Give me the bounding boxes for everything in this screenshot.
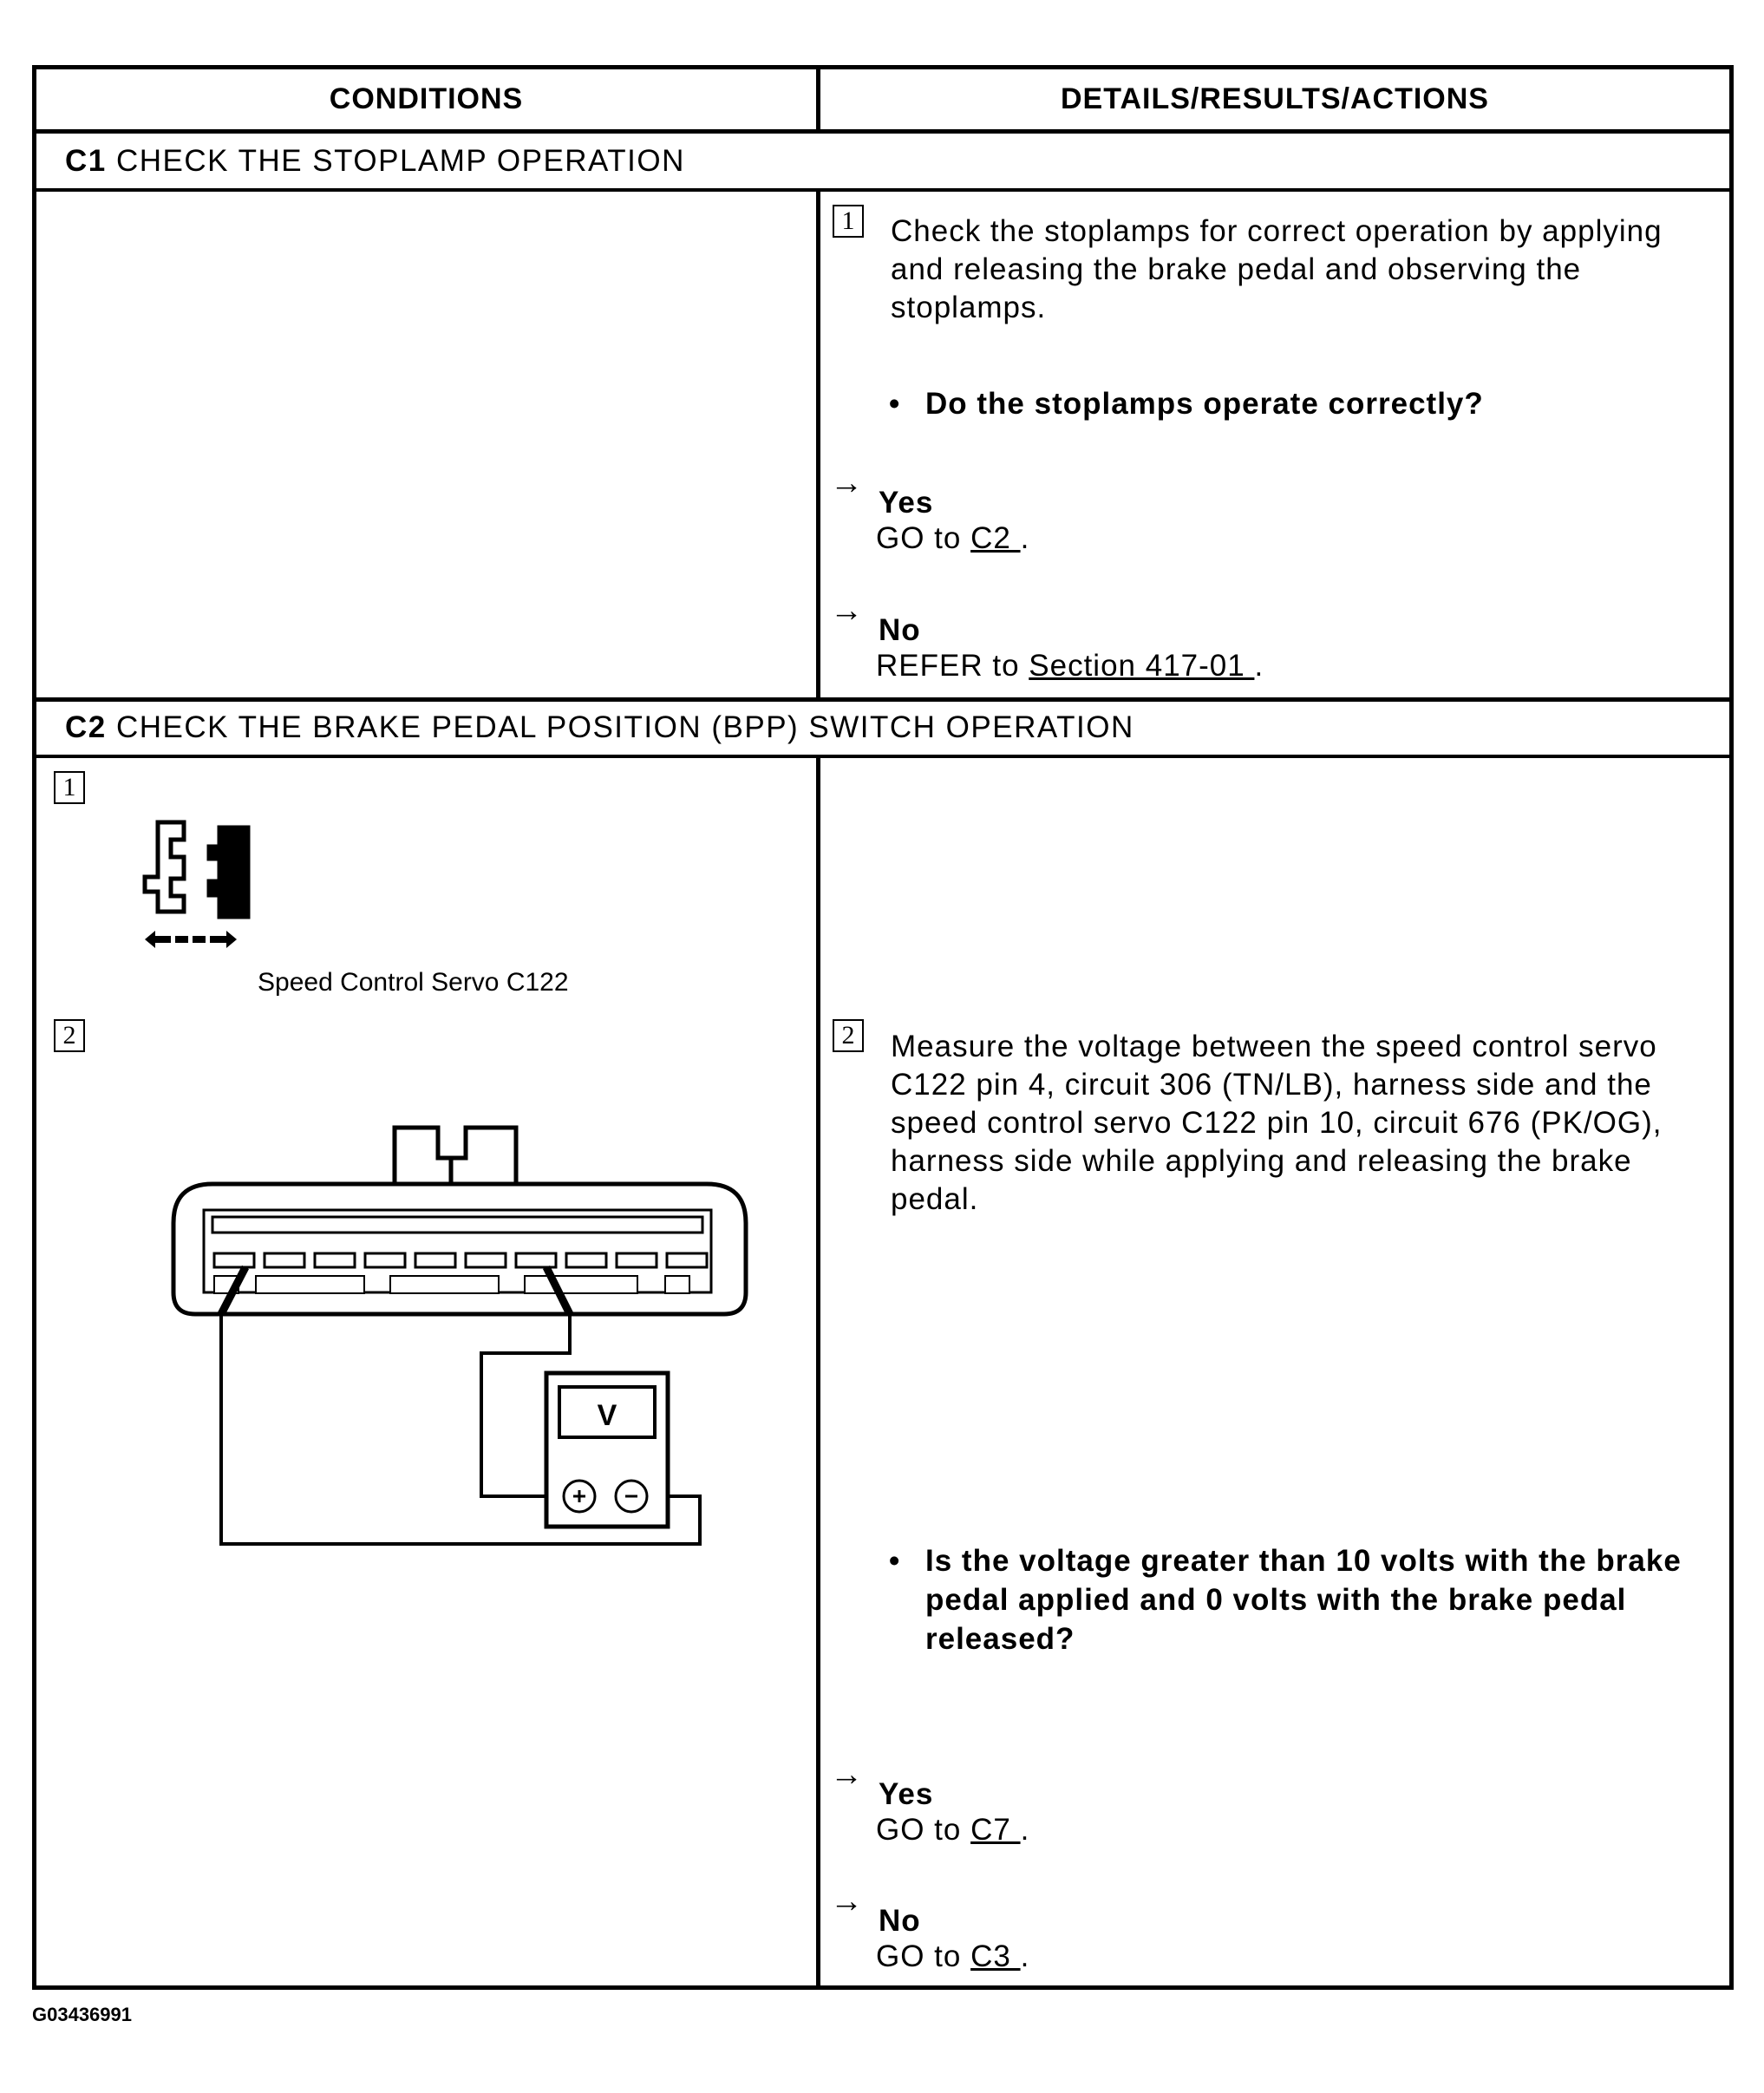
- c1-step-heading: CHECK THE STOPLAMP OPERATION: [106, 144, 685, 178]
- arrow-icon: →: [830, 592, 863, 629]
- details-header: DETAILS/RESULTS/ACTIONS: [1061, 82, 1489, 115]
- c2-yes-label: Yes: [879, 1777, 934, 1811]
- c2-step-number: 2: [833, 1019, 864, 1052]
- c2-figure2-number: 2: [54, 1019, 85, 1052]
- connector-disconnect-icon: [119, 809, 292, 952]
- column-divider-c2: [816, 758, 820, 1990]
- c2-step-code: C2: [65, 710, 107, 744]
- c1-question: [889, 384, 1706, 423]
- arrow-icon: →: [830, 465, 863, 501]
- c2-figure1-caption: Speed Control Servo C122: [258, 968, 569, 997]
- c1-no-link[interactable]: Section 417-01: [1029, 649, 1255, 683]
- c2-no-label: No: [879, 1904, 921, 1938]
- c2-yes-link[interactable]: C7: [970, 1813, 1021, 1847]
- c1-no-label: No: [879, 613, 921, 647]
- column-divider-c1: [816, 192, 820, 697]
- arrow-icon: →: [830, 1883, 863, 1920]
- c1-no-prefix: REFER to: [876, 649, 1029, 683]
- c1-step-title: [65, 134, 685, 189]
- c1-yes-action: [876, 520, 1029, 557]
- c1-yes-label: Yes: [879, 486, 934, 520]
- c1-no-action: [876, 648, 1264, 684]
- bullet-icon: •: [889, 387, 901, 421]
- c2-no-link[interactable]: C3: [970, 1939, 1021, 1973]
- c1-question-text: Do the stoplamps operate correctly?: [925, 387, 1484, 421]
- c1-yes-link[interactable]: C2: [970, 521, 1021, 555]
- c1-instruction: Check the stoplamps for correct operation by applying and releasing the brake pedal and observing the stoplamps.: [891, 214, 1663, 324]
- bullet-icon: •: [889, 1544, 901, 1578]
- c2-instruction: Measure the voltage between the speed control servo C122 pin 4, circuit 306 (TN/LB), harness side and the speed control servo C122 pin 10, circuit 676 (PK/OG), harness side while applying and releasing the brake pedal.: [891, 1030, 1663, 1216]
- c2-no-suffix: .: [1020, 1939, 1030, 1973]
- c2-yes-action: [876, 1812, 1029, 1848]
- voltmeter-label: V: [597, 1399, 617, 1432]
- c1-step-number: 1: [833, 205, 864, 238]
- c2-question: [889, 1541, 1706, 1658]
- c2-no-action: [876, 1939, 1029, 1975]
- c2-no-prefix: GO to: [876, 1939, 971, 1973]
- conditions-header: CONDITIONS: [329, 82, 524, 115]
- c2-question-text: Is the voltage greater than 10 volts with the brake pedal applied and 0 volts with the brake pedal released?: [925, 1544, 1682, 1656]
- figure-id: G03436991: [32, 2004, 132, 2025]
- c1-step-code: C1: [65, 144, 107, 178]
- diagnostic-table: [32, 65, 1734, 1990]
- connector-voltmeter-diagram: [160, 1054, 785, 1557]
- c2-yes-suffix: .: [1020, 1813, 1030, 1847]
- arrow-icon: →: [830, 1756, 863, 1793]
- c2-yes-prefix: GO to: [876, 1813, 971, 1847]
- c2-step-title: [65, 700, 1134, 755]
- c2-figure1-number: 1: [54, 771, 85, 804]
- c1-yes-suffix: .: [1020, 521, 1030, 555]
- c1-yes-prefix: GO to: [876, 521, 971, 555]
- c2-step-heading: CHECK THE BRAKE PEDAL POSITION (BPP) SWITCH OPERATION: [106, 710, 1134, 744]
- c1-no-suffix: .: [1254, 649, 1264, 683]
